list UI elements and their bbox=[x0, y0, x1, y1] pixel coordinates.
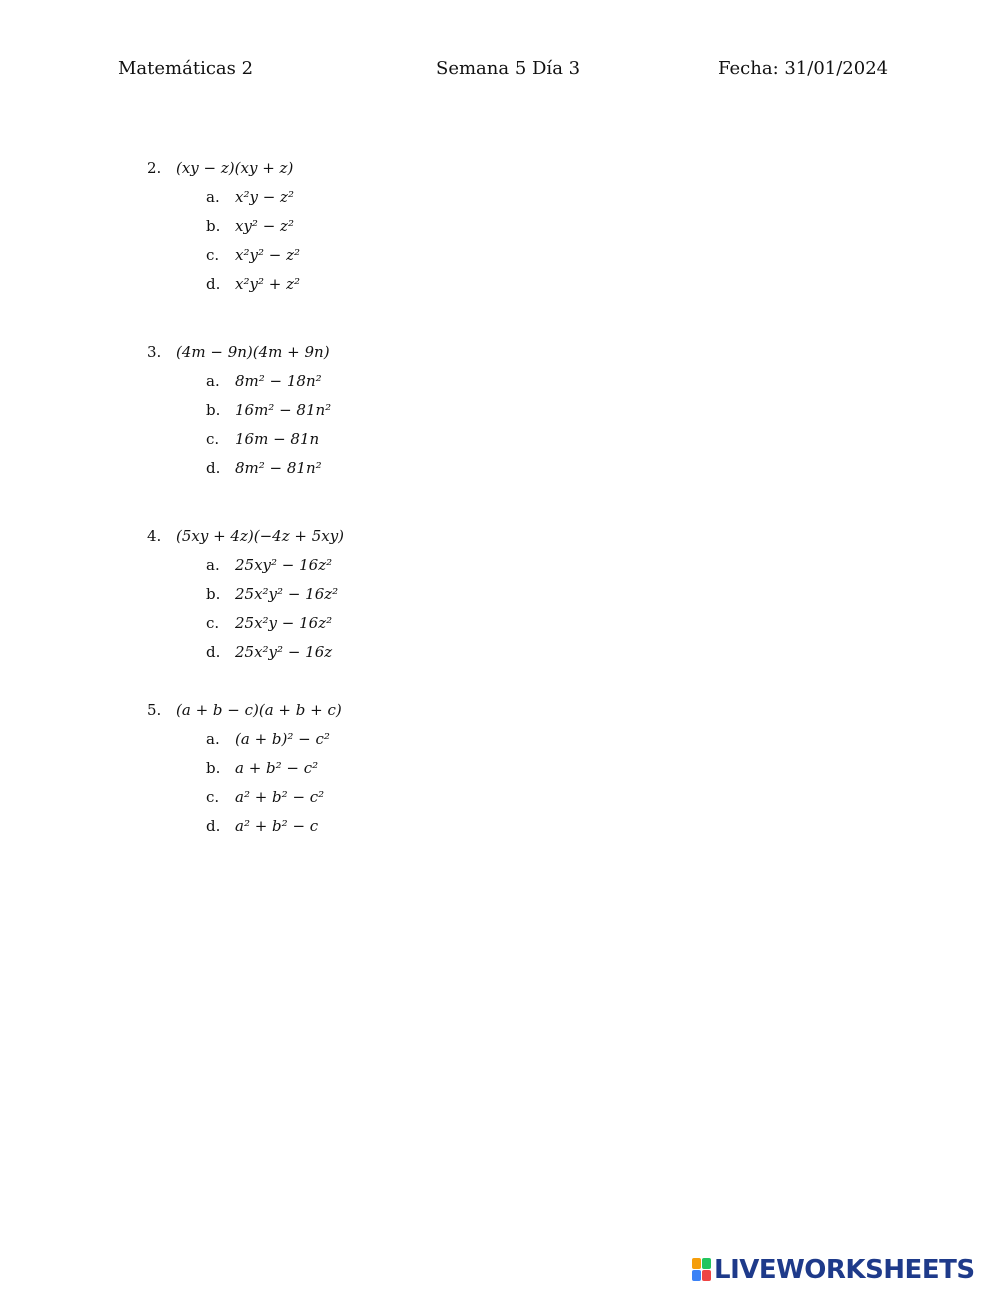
option-b[interactable] bbox=[206, 400, 647, 420]
option-b[interactable] bbox=[206, 216, 647, 236]
option-letter: a. bbox=[206, 372, 220, 390]
option-letter: a. bbox=[206, 188, 220, 206]
option-a[interactable] bbox=[206, 555, 647, 575]
option-letter: a. bbox=[206, 730, 220, 748]
options-list bbox=[206, 187, 647, 294]
option-d[interactable] bbox=[206, 274, 647, 294]
option-letter: c. bbox=[206, 246, 220, 264]
option-a[interactable] bbox=[206, 187, 647, 207]
option-letter: d. bbox=[206, 643, 221, 661]
liveworksheets-mark-icon bbox=[692, 1258, 712, 1282]
question-prompt bbox=[147, 700, 647, 720]
question-2 bbox=[147, 158, 647, 303]
option-letter: d. bbox=[206, 275, 221, 293]
question-expression: (4m − 9n)(4m + 9n) bbox=[176, 343, 330, 361]
option-letter: c. bbox=[206, 614, 220, 632]
week-day-label: Semana 5 Día 3 bbox=[436, 58, 581, 79]
question-number: 2. bbox=[147, 159, 162, 177]
option-text: 25x²y² − 16z bbox=[235, 643, 333, 661]
question-prompt bbox=[147, 342, 647, 362]
option-d[interactable] bbox=[206, 816, 647, 836]
date-label: Fecha: 31/01/2024 bbox=[718, 58, 889, 79]
option-text: 25x²y − 16z² bbox=[235, 614, 333, 632]
page-header bbox=[0, 58, 1000, 86]
question-3 bbox=[147, 342, 647, 487]
question-prompt bbox=[147, 158, 647, 178]
option-text: 25xy² − 16z² bbox=[235, 556, 333, 574]
question-expression: (a + b − c)(a + b + c) bbox=[176, 701, 342, 719]
option-text: (a + b)² − c² bbox=[235, 730, 330, 748]
question-number: 3. bbox=[147, 343, 162, 361]
option-text: 8m² − 81n² bbox=[235, 459, 322, 477]
option-letter: b. bbox=[206, 217, 221, 235]
option-letter: b. bbox=[206, 585, 221, 603]
option-text: 16m² − 81n² bbox=[235, 401, 332, 419]
mark-tile-icon bbox=[692, 1258, 701, 1269]
question-number: 5. bbox=[147, 701, 162, 719]
option-text: x²y² − z² bbox=[235, 246, 300, 264]
option-text: a² + b² − c² bbox=[235, 788, 325, 806]
question-prompt bbox=[147, 526, 647, 546]
option-letter: c. bbox=[206, 788, 220, 806]
option-letter: b. bbox=[206, 401, 221, 419]
question-4 bbox=[147, 526, 647, 671]
option-a[interactable] bbox=[206, 729, 647, 749]
option-b[interactable] bbox=[206, 758, 647, 778]
option-text: x²y² + z² bbox=[235, 275, 300, 293]
option-a[interactable] bbox=[206, 371, 647, 391]
mark-tile-icon bbox=[702, 1258, 711, 1269]
option-letter: a. bbox=[206, 556, 220, 574]
option-text: 8m² − 18n² bbox=[235, 372, 322, 390]
question-expression: (xy − z)(xy + z) bbox=[176, 159, 294, 177]
option-c[interactable] bbox=[206, 787, 647, 807]
option-text: 16m − 81n bbox=[235, 430, 320, 448]
option-c[interactable] bbox=[206, 245, 647, 265]
option-letter: c. bbox=[206, 430, 220, 448]
logo-text: LIVEWORKSHEETS bbox=[714, 1255, 975, 1285]
option-letter: d. bbox=[206, 459, 221, 477]
subject-title: Matemáticas 2 bbox=[118, 58, 254, 79]
option-text: a + b² − c² bbox=[235, 759, 319, 777]
option-text: x²y − z² bbox=[235, 188, 294, 206]
mark-tile-icon bbox=[702, 1270, 711, 1281]
option-text: xy² − z² bbox=[235, 217, 294, 235]
question-number: 4. bbox=[147, 527, 162, 545]
option-c[interactable] bbox=[206, 429, 647, 449]
option-letter: d. bbox=[206, 817, 221, 835]
options-list bbox=[206, 555, 647, 662]
liveworksheets-logo[interactable] bbox=[692, 1256, 975, 1284]
option-text: a² + b² − c bbox=[235, 817, 319, 835]
option-c[interactable] bbox=[206, 613, 647, 633]
option-letter: b. bbox=[206, 759, 221, 777]
option-b[interactable] bbox=[206, 584, 647, 604]
mark-tile-icon bbox=[692, 1270, 701, 1281]
options-list bbox=[206, 729, 647, 836]
question-5 bbox=[147, 700, 647, 845]
option-d[interactable] bbox=[206, 458, 647, 478]
option-d[interactable] bbox=[206, 642, 647, 662]
question-expression: (5xy + 4z)(−4z + 5xy) bbox=[176, 527, 345, 545]
options-list bbox=[206, 371, 647, 478]
option-text: 25x²y² − 16z² bbox=[235, 585, 339, 603]
